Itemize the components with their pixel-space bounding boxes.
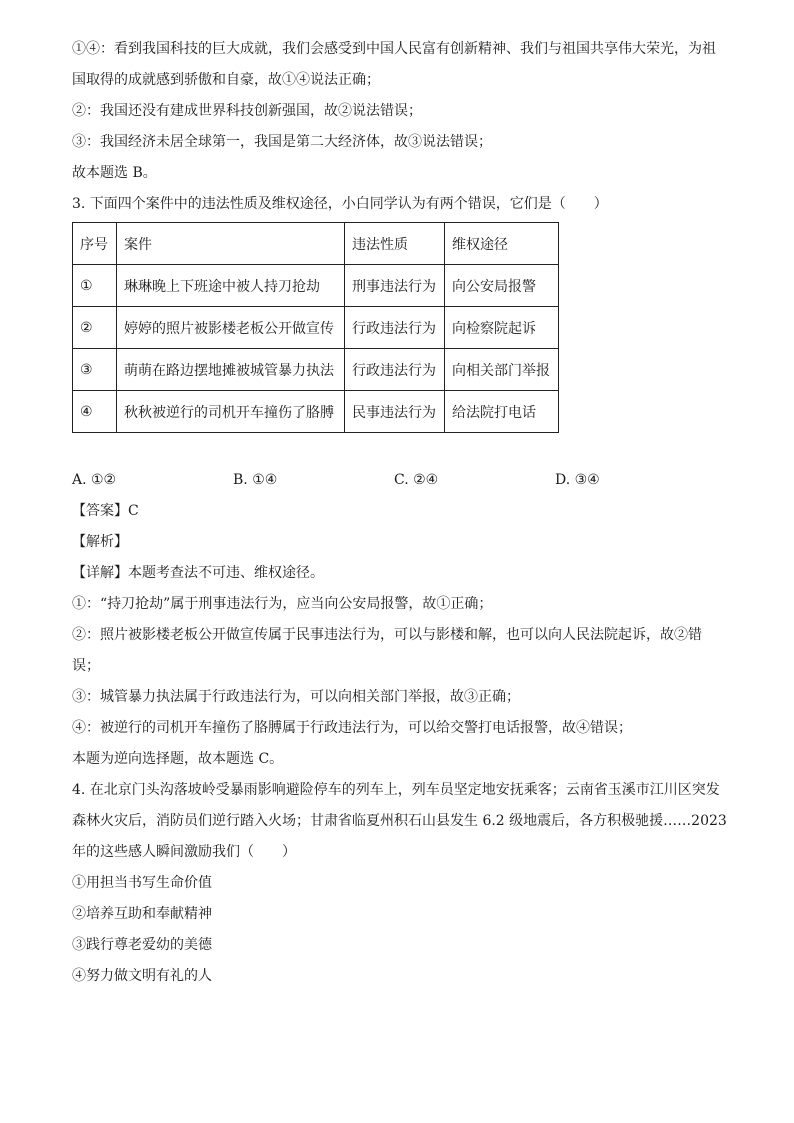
explanation-line: 误； — [72, 658, 100, 674]
text-line: ②：我国还没有建成世界科技创新强国，故②说法错误； — [72, 103, 422, 119]
option-b: B. ①④ — [233, 472, 278, 488]
case-table — [72, 222, 559, 433]
table-row — [73, 349, 559, 391]
table-cell: 行政违法行为 — [345, 307, 445, 349]
header-cell: 维权途径 — [445, 223, 559, 265]
answer-tag: 【答案】 — [72, 503, 128, 519]
table-cell: 婷婷的照片被影楼老板公开做宣传 — [117, 307, 345, 349]
table-cell: 刑事违法行为 — [345, 265, 445, 307]
detail-tag: 【详解】 — [72, 565, 128, 581]
table-row — [73, 265, 559, 307]
table-cell: 向检察院起诉 — [445, 307, 559, 349]
table-cell: ④ — [73, 391, 117, 433]
choice-item: ④努力做文明有礼的人 — [72, 968, 212, 984]
detail-intro: 本题考查法不可违、维权途径。 — [128, 565, 324, 581]
explanation-line: ④：被逆行的司机开车撞伤了胳膊属于行政违法行为，可以给交警打电话报警，故④错误； — [72, 720, 632, 736]
table-cell: 向公安局报警 — [445, 265, 559, 307]
option-d: D. ③④ — [555, 472, 600, 488]
choice-item: ①用担当书写生命价值 — [72, 875, 212, 891]
table-cell: ② — [73, 307, 117, 349]
question-4-stem: 4. 在北京门头沟落坡岭受暴雨影响避险停车的列车上，列车员坚定地安抚乘客；云南省玉溪市江川区突发 — [72, 782, 720, 798]
table-cell: 行政违法行为 — [345, 349, 445, 391]
choice-item: ③践行尊老爱幼的美德 — [72, 937, 212, 953]
document-page — [72, 34, 732, 992]
text-line: ③：我国经济未居全球第一，我国是第二大经济体，故③说法错误； — [72, 134, 492, 150]
table-cell: 民事违法行为 — [345, 391, 445, 433]
explanation-line: ③：城管暴力执法属于行政违法行为，可以向相关部门举报，故③正确； — [72, 689, 520, 705]
option-a: A. ①② — [72, 472, 117, 488]
answer-value: C — [128, 503, 139, 519]
table-cell: ③ — [73, 349, 117, 391]
text-line: 故本题选 B。 — [72, 165, 157, 181]
answer-options — [72, 465, 732, 496]
answer-line — [72, 496, 732, 527]
option-c: C. ②④ — [394, 472, 439, 488]
question-3-stem: 3. 下面四个案件中的违法性质及维权途径，小白同学认为有两个错误，它们是（ ） — [72, 196, 608, 212]
question-4-stem: 年的这些感人瞬间激励我们（ ） — [72, 844, 296, 860]
header-cell: 案件 — [117, 223, 345, 265]
text-line: 国取得的成就感到骄傲和自豪，故①④说法正确； — [72, 72, 380, 88]
detail-line — [72, 558, 732, 589]
explanation-line: ①：“持刀抢劫”属于刑事违法行为，应当向公安局报警，故①正确； — [72, 596, 493, 612]
table-cell: 萌萌在路边摆地摊被城管暴力执法 — [117, 349, 345, 391]
text-line: ①④：看到我国科技的巨大成就，我们会感受到中国人民富有创新精神、我们与祖国共享伟大荣光，为祖 — [72, 41, 716, 57]
explanation-line: ②：照片被影楼老板公开做宣传属于民事违法行为，可以与影楼和解，也可以向人民法院起诉，故②错 — [72, 627, 702, 643]
question-4-stem: 森林火灾后，消防员们逆行踏入火场；甘肃省临夏州积石山县发生 6.2 级地震后，各方积极驰援……2023 — [72, 813, 727, 829]
table-cell: 给法院打电话 — [445, 391, 559, 433]
table-cell: 琳琳晚上下班途中被人持刀抢劫 — [117, 265, 345, 307]
table-row — [73, 391, 559, 433]
table-row — [73, 307, 559, 349]
analysis-tag: 【解析】 — [72, 534, 128, 550]
explanation-line: 本题为逆向选择题，故本题选 C。 — [72, 751, 284, 767]
table-cell: 秋秋被逆行的司机开车撞伤了胳膊 — [117, 391, 345, 433]
table-cell: ① — [73, 265, 117, 307]
table-cell: 向相关部门举报 — [445, 349, 559, 391]
table-header-row — [73, 223, 559, 265]
choice-item: ②培养互助和奉献精神 — [72, 906, 212, 922]
header-cell: 序号 — [73, 223, 117, 265]
header-cell: 违法性质 — [345, 223, 445, 265]
